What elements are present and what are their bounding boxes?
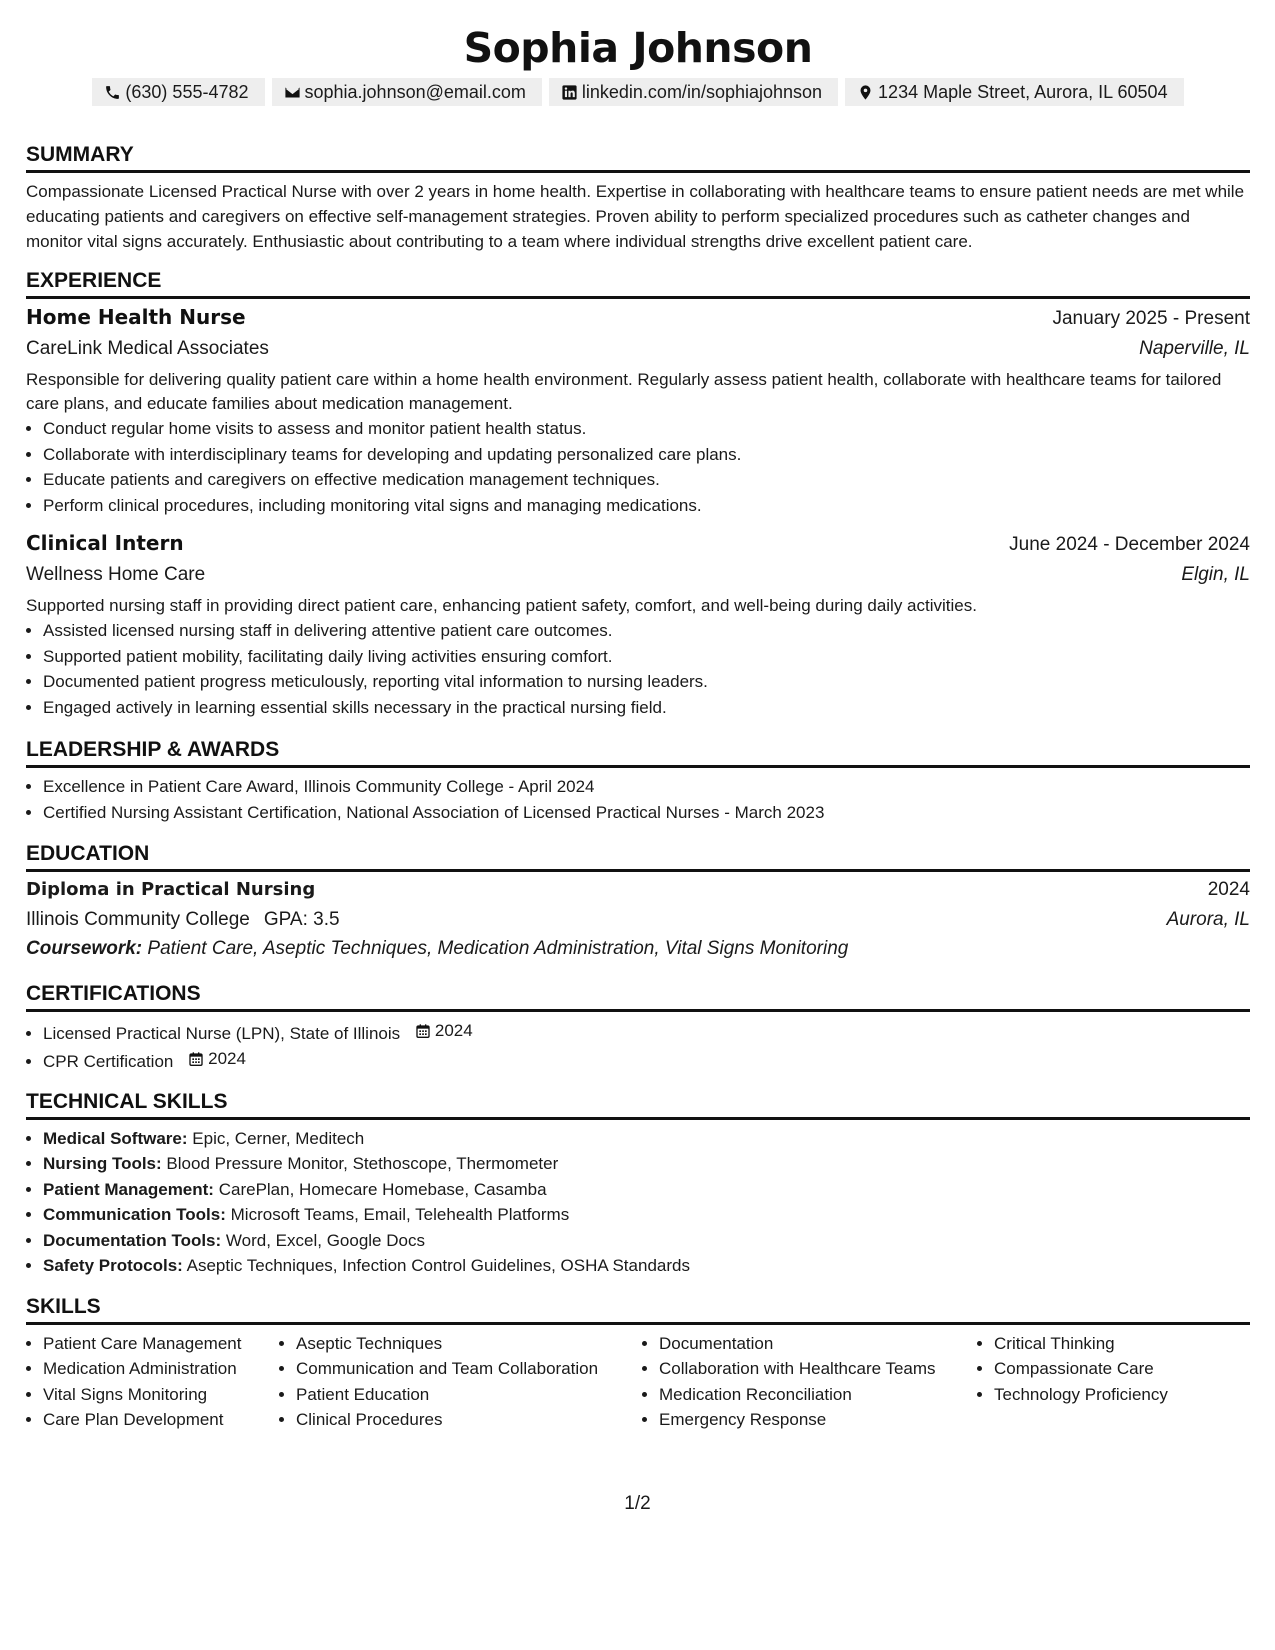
job-date: January 2025 - Present [1052,308,1250,329]
list-item: • Aseptic Techniques [296,1331,642,1357]
list-item: • Technology Proficiency [994,1382,1204,1408]
education-year: 2024 [1207,879,1250,900]
technical-skills-heading: TECHNICAL SKILLS [26,1089,1250,1120]
coursework-label: Coursework: [26,938,143,959]
certifications-section [26,981,1250,1075]
education-location: Aurora, IL [1166,909,1250,930]
list-item: • Educate patients and caregivers on effective medication management techniques. [43,467,1250,493]
job-title: Home Health Nurse [26,305,246,329]
coursework [26,935,1250,963]
list-item: • Compassionate Care [994,1356,1204,1382]
job-company: CareLink Medical Associates [26,338,269,359]
phone-icon [104,84,121,101]
envelope-icon [284,84,301,101]
cert-name: CPR Certification [43,1052,174,1071]
skill-label: Safety Protocols: [43,1256,183,1275]
skill-label: Communication Tools: [43,1205,226,1224]
list-item [43,1253,1250,1279]
list-item: • Critical Thinking [994,1331,1204,1357]
list-item [43,1018,1250,1046]
skill-label: Nursing Tools: [43,1154,162,1173]
list-item [43,1177,1250,1203]
education-heading: EDUCATION [26,841,1250,872]
list-item [43,1202,1250,1228]
list-item: • Communication and Team Collaboration [296,1356,642,1382]
cert-year: 2024 [434,1021,473,1040]
contact-linkedin[interactable] [549,78,838,106]
list-item: • Care Plan Development [43,1407,279,1433]
page-number: 1/2 [624,1493,651,1514]
list-item: • Patient Care Management [43,1331,279,1357]
certifications-list [26,1018,1250,1075]
list-item: • Clinical Procedures [296,1407,642,1433]
skills-column [642,1331,977,1433]
skill-label: Medical Software: [43,1128,188,1148]
skill-value: CarePlan, Homecare Homebase, Casamba [218,1179,547,1199]
skills-column [977,1331,1204,1433]
skill-label: Patient Management: [43,1179,214,1199]
list-item: • Excellence in Patient Care Award, Illinois Community College - April 2024 [43,774,1250,800]
degree-title: Diploma in Practical Nursing [26,879,316,900]
skills-section [26,1294,1250,1433]
map-pin-icon [857,84,874,101]
candidate-name: Sophia Johnson [463,24,813,72]
list-item: • Medication Reconciliation [659,1382,977,1408]
skills-heading: SKILLS [26,1294,1250,1325]
list-item: • Engaged actively in learning essential skills necessary in the practical nursing field. [43,695,1250,721]
technical-skills-list [26,1126,1250,1279]
calendar-icon [415,1023,431,1039]
skill-value: Epic, Cerner, Meditech [192,1128,365,1148]
experience-section [26,268,1250,720]
list-item: • Collaborate with interdisciplinary teams for developing and updating personalized care plans. [43,442,1250,468]
list-item: • Certified Nursing Assistant Certification, National Association of Licensed Practical Nurses - March 2023 [43,800,1250,826]
contact-address[interactable] [845,78,1184,106]
certifications-heading: CERTIFICATIONS [26,981,1250,1012]
address-text: 1234 Maple Street, Aurora, IL 60504 [878,81,1168,102]
list-item [43,1151,1250,1177]
skill-label: Documentation Tools: [43,1230,222,1250]
job-entry [26,528,1250,720]
education-section [26,841,1250,963]
contact-phone[interactable] [92,78,264,106]
list-item: • Emergency Response [659,1407,977,1433]
job-company: Wellness Home Care [26,564,206,585]
job-description: Supported nursing staff in providing direct patient care, enhancing patient safety, comfort, and well-being during daily activities. [26,596,977,615]
coursework-text: Patient Care, Aseptic Techniques, Medication Administration, Vital Signs Monitoring [147,938,849,959]
cert-year: 2024 [208,1049,246,1069]
list-item: • Perform clinical procedures, including monitoring vital signs and managing medications. [43,493,1250,519]
list-item: • Conduct regular home visits to assess and monitor patient health status. [43,416,1250,442]
technical-skills-section [26,1089,1250,1279]
list-item: • Documented patient progress meticulously, reporting vital information to nursing leaders. [43,669,1250,695]
phone-text: (630) 555-4782 [125,81,249,102]
calendar-icon [188,1051,204,1067]
skills-column [279,1331,642,1433]
job-entry [26,302,1250,518]
awards-heading: LEADERSHIP & AWARDS [26,737,1250,768]
list-item: • Assisted licensed nursing staff in delivering attentive patient care outcomes. [43,618,1250,644]
summary-section [26,142,1250,254]
job-location: Naperville, IL [1139,338,1250,359]
skills-column [26,1331,279,1433]
school-name: Illinois Community College [26,909,250,930]
list-item [43,1126,1250,1152]
skill-value: Blood Pressure Monitor, Stethoscope, Thermometer [166,1154,559,1173]
list-item [43,1046,1250,1074]
list-item [43,1228,1250,1254]
job-bullets [26,618,1250,720]
skills-grid [26,1331,1250,1433]
skill-value: Microsoft Teams, Email, Telehealth Platforms [230,1205,570,1224]
cert-name: Licensed Practical Nurse (LPN), State of Illinois [43,1023,401,1043]
awards-list [26,774,1250,825]
skill-value: Word, Excel, Google Docs [225,1230,425,1250]
gpa: GPA: 3.5 [263,909,340,930]
summary-text: Compassionate Licensed Practical Nurse with over 2 years in home health. Expertise in collaborating with healthcare teams to ensure patient needs are met while educating patients and caregivers on effective self-management strategies. Proven ability to perform specialized procedures such as catheter changes and monitor vital signs accurately. Enthusiastic about contributing to a team where individual strengths drive excellent patient care. [26,182,1245,251]
summary-heading: SUMMARY [26,142,1250,173]
job-bullets [26,416,1250,518]
job-description: Responsible for delivering quality patient care within a home health environment. Regularly assess patient health, collaborate with healthcare teams for tailored care plans, and educate families about medication management. [26,370,1222,413]
linkedin-icon [561,84,578,101]
skill-value: Aseptic Techniques, Infection Control Guidelines, OSHA Standards [186,1256,690,1275]
job-title: Clinical Intern [26,531,184,555]
list-item: • Collaboration with Healthcare Teams [659,1356,977,1382]
list-item: • Patient Education [296,1382,642,1408]
experience-heading: EXPERIENCE [26,268,1250,299]
list-item: • Documentation [659,1331,977,1357]
list-item: • Vital Signs Monitoring [43,1382,279,1408]
linkedin-text: linkedin.com/in/sophiajohnson [581,81,823,102]
email-text: sophia.johnson@email.com [304,81,526,102]
list-item: • Supported patient mobility, facilitating daily living activities ensuring comfort. [43,644,1250,670]
job-date: June 2024 - December 2024 [1009,534,1250,555]
job-location: Elgin, IL [1181,564,1250,585]
contact-email[interactable] [272,78,542,106]
list-item: • Medication Administration [43,1356,279,1382]
awards-section [26,737,1250,825]
contact-bar [26,78,1250,106]
